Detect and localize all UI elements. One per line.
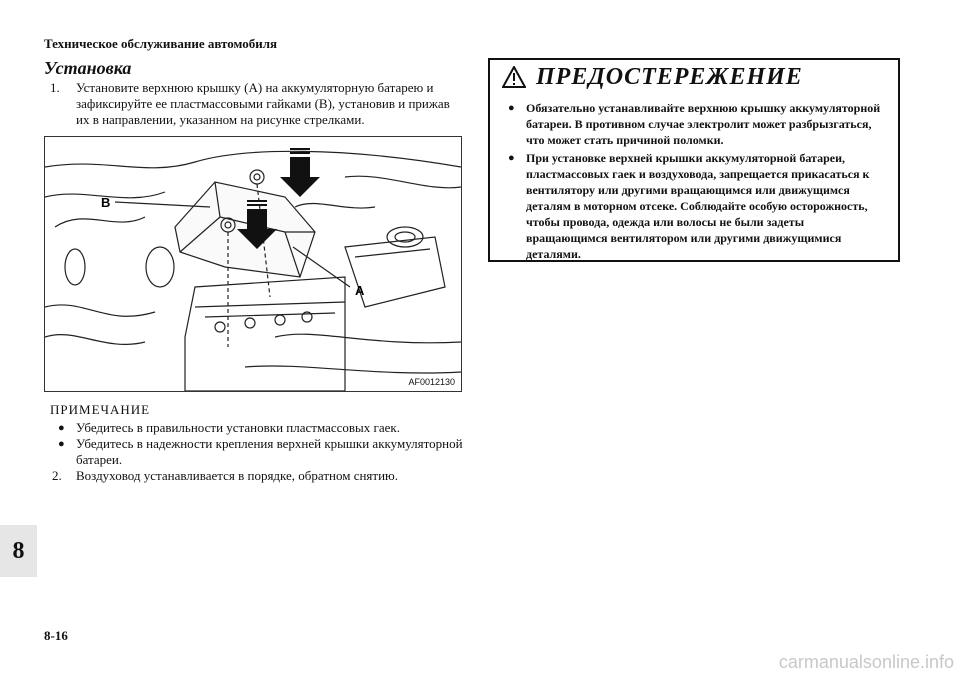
section-title: Установка xyxy=(44,58,132,78)
step-text: Установите верхнюю крышку (A) на аккумуляторную батарею и зафиксируйте ее пластмассовыми гайками (B), установив и прижав их в направлении, указанном на рисунке стрелками. xyxy=(76,80,450,127)
page-number: 8-16 xyxy=(44,628,68,643)
note-item: ● Убедитесь в надежности крепления верхней крышки аккумуляторной батареи. xyxy=(44,436,464,468)
callout-b: B xyxy=(101,195,111,210)
warning-box xyxy=(488,58,900,262)
step-number: 1. xyxy=(50,80,60,95)
engine-bay-drawing xyxy=(45,137,461,391)
note-title: ПРИМЕЧАНИЕ xyxy=(50,402,151,417)
step-text: Воздуховод устанавливается в порядке, обратном снятию. xyxy=(76,468,399,483)
chapter-tab: 8 xyxy=(0,525,37,577)
running-header: Техническое обслуживание автомобиля xyxy=(44,36,278,51)
step-2 xyxy=(44,468,464,484)
watermark: carmanualsonline.info xyxy=(778,652,954,672)
warning-item: ● Обязательно устанавливайте верхнюю крышку аккумуляторной батареи. В противном случае электролит может разбрызгаться, что может стать причиной поломки. xyxy=(500,100,888,148)
figure-code: AF0012130 xyxy=(408,377,455,387)
step-number: 2. xyxy=(52,468,62,483)
note-list xyxy=(44,420,464,484)
step-1 xyxy=(44,80,464,128)
warning-header xyxy=(490,60,898,94)
warning-item: ● При установке верхней крышки аккумуляторной батареи, пластмассовых гаек и воздуховода, запрещается прикасаться к вентилятору или другими вращающимся или движущимся деталям в моторном отсеке. Соблюдайте особую осторожность, чтобы провода, одежда или волосы не были задеты вращающимся вентилятором или другими движущимися деталями. xyxy=(500,150,888,262)
warning-title: ПРЕДОСТЕРЕЖЕНИЕ xyxy=(536,63,803,90)
note-item: ● Убедитесь в правильности установки пластмассовых гаек. xyxy=(44,420,464,436)
callout-a: A xyxy=(355,283,365,298)
warning-body xyxy=(490,94,898,262)
battery-cover-illustration xyxy=(44,136,462,392)
warning-triangle-icon xyxy=(502,66,526,88)
